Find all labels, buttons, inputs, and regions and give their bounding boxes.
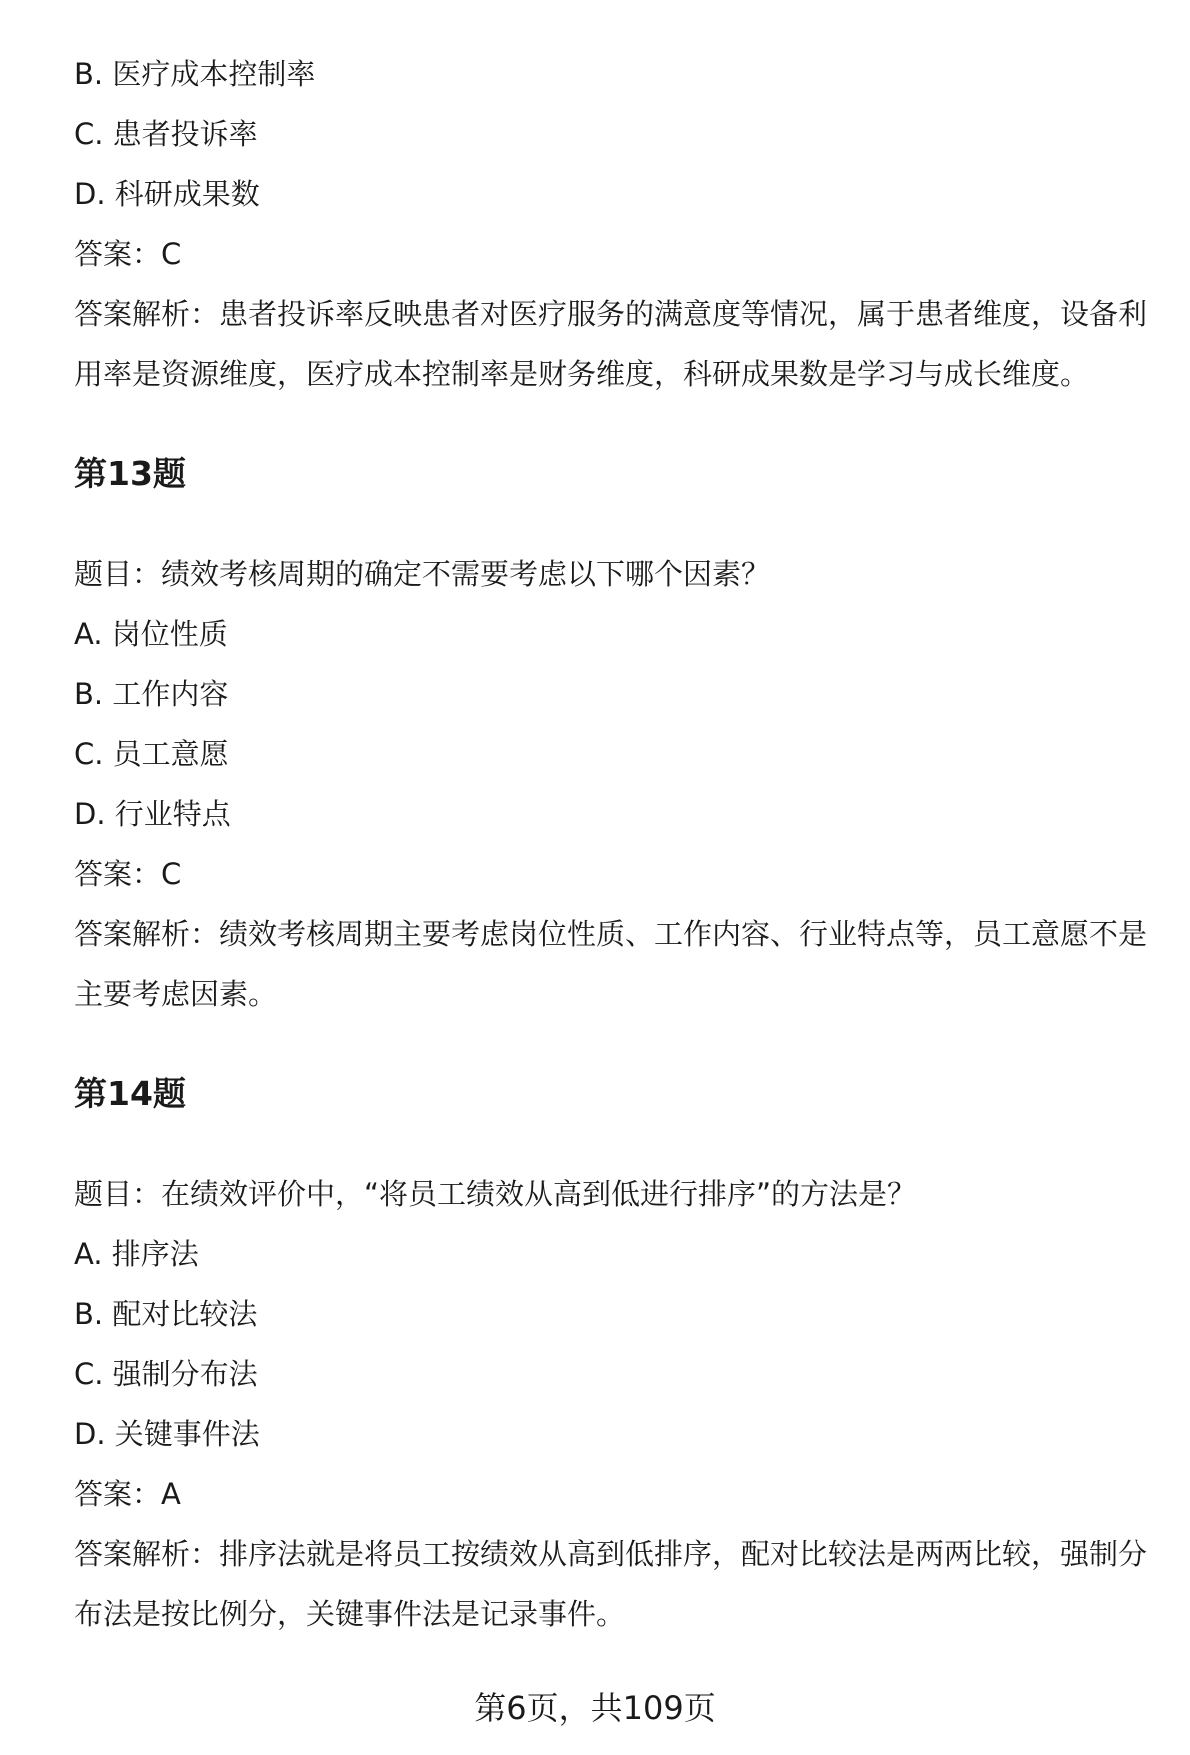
q14-title: 第14题 <box>74 1074 186 1113</box>
q13-option-a: A. 岗位性质 <box>74 617 228 651</box>
q13-question: 题目：绩效考核周期的确定不需要考虑以下哪个因素？ <box>74 557 771 591</box>
q12-answer: 答案：C <box>74 237 182 271</box>
q13-explanation: 答案解析：绩效考核周期主要考虑岗位性质、工作内容、行业特点等，员工意愿不是主要考虑因素。 <box>74 917 1148 1011</box>
q12-explanation: 答案解析：患者投诉率反映患者对医疗服务的满意度等情况，属于患者维度，设备利用率是资源维度，医疗成本控制率是财务维度，科研成果数是学习与成长维度。 <box>74 297 1148 391</box>
question-14 <box>74 1064 1166 1644</box>
q12-option-b: B. 医疗成本控制率 <box>74 57 316 91</box>
page-footer: 第6页，共109页 <box>474 1689 716 1727</box>
q13-title: 第13题 <box>74 454 186 493</box>
q13-option-d: D. 行业特点 <box>74 797 231 831</box>
q14-option-c: C. 强制分布法 <box>74 1357 258 1391</box>
question-12-continued <box>74 44 1166 404</box>
q12-option-d: D. 科研成果数 <box>74 177 260 211</box>
q14-question: 题目：在绩效评价中，“将员工绩效从高到低进行排序”的方法是？ <box>74 1177 917 1211</box>
q14-answer: 答案：A <box>74 1477 181 1511</box>
q14-option-a: A. 排序法 <box>74 1237 199 1271</box>
q14-option-b: B. 配对比较法 <box>74 1297 258 1331</box>
q13-answer: 答案：C <box>74 857 182 891</box>
q12-option-c: C. 患者投诉率 <box>74 117 258 151</box>
question-13 <box>74 444 1166 1024</box>
q14-option-d: D. 关键事件法 <box>74 1417 260 1451</box>
page-content <box>74 44 1166 1644</box>
q14-explanation: 答案解析：排序法就是将员工按绩效从高到低排序，配对比较法是两两比较，强制分布法是按比例分，关键事件法是记录事件。 <box>74 1537 1148 1631</box>
q13-option-c: C. 员工意愿 <box>74 737 229 771</box>
q13-option-b: B. 工作内容 <box>74 677 229 711</box>
